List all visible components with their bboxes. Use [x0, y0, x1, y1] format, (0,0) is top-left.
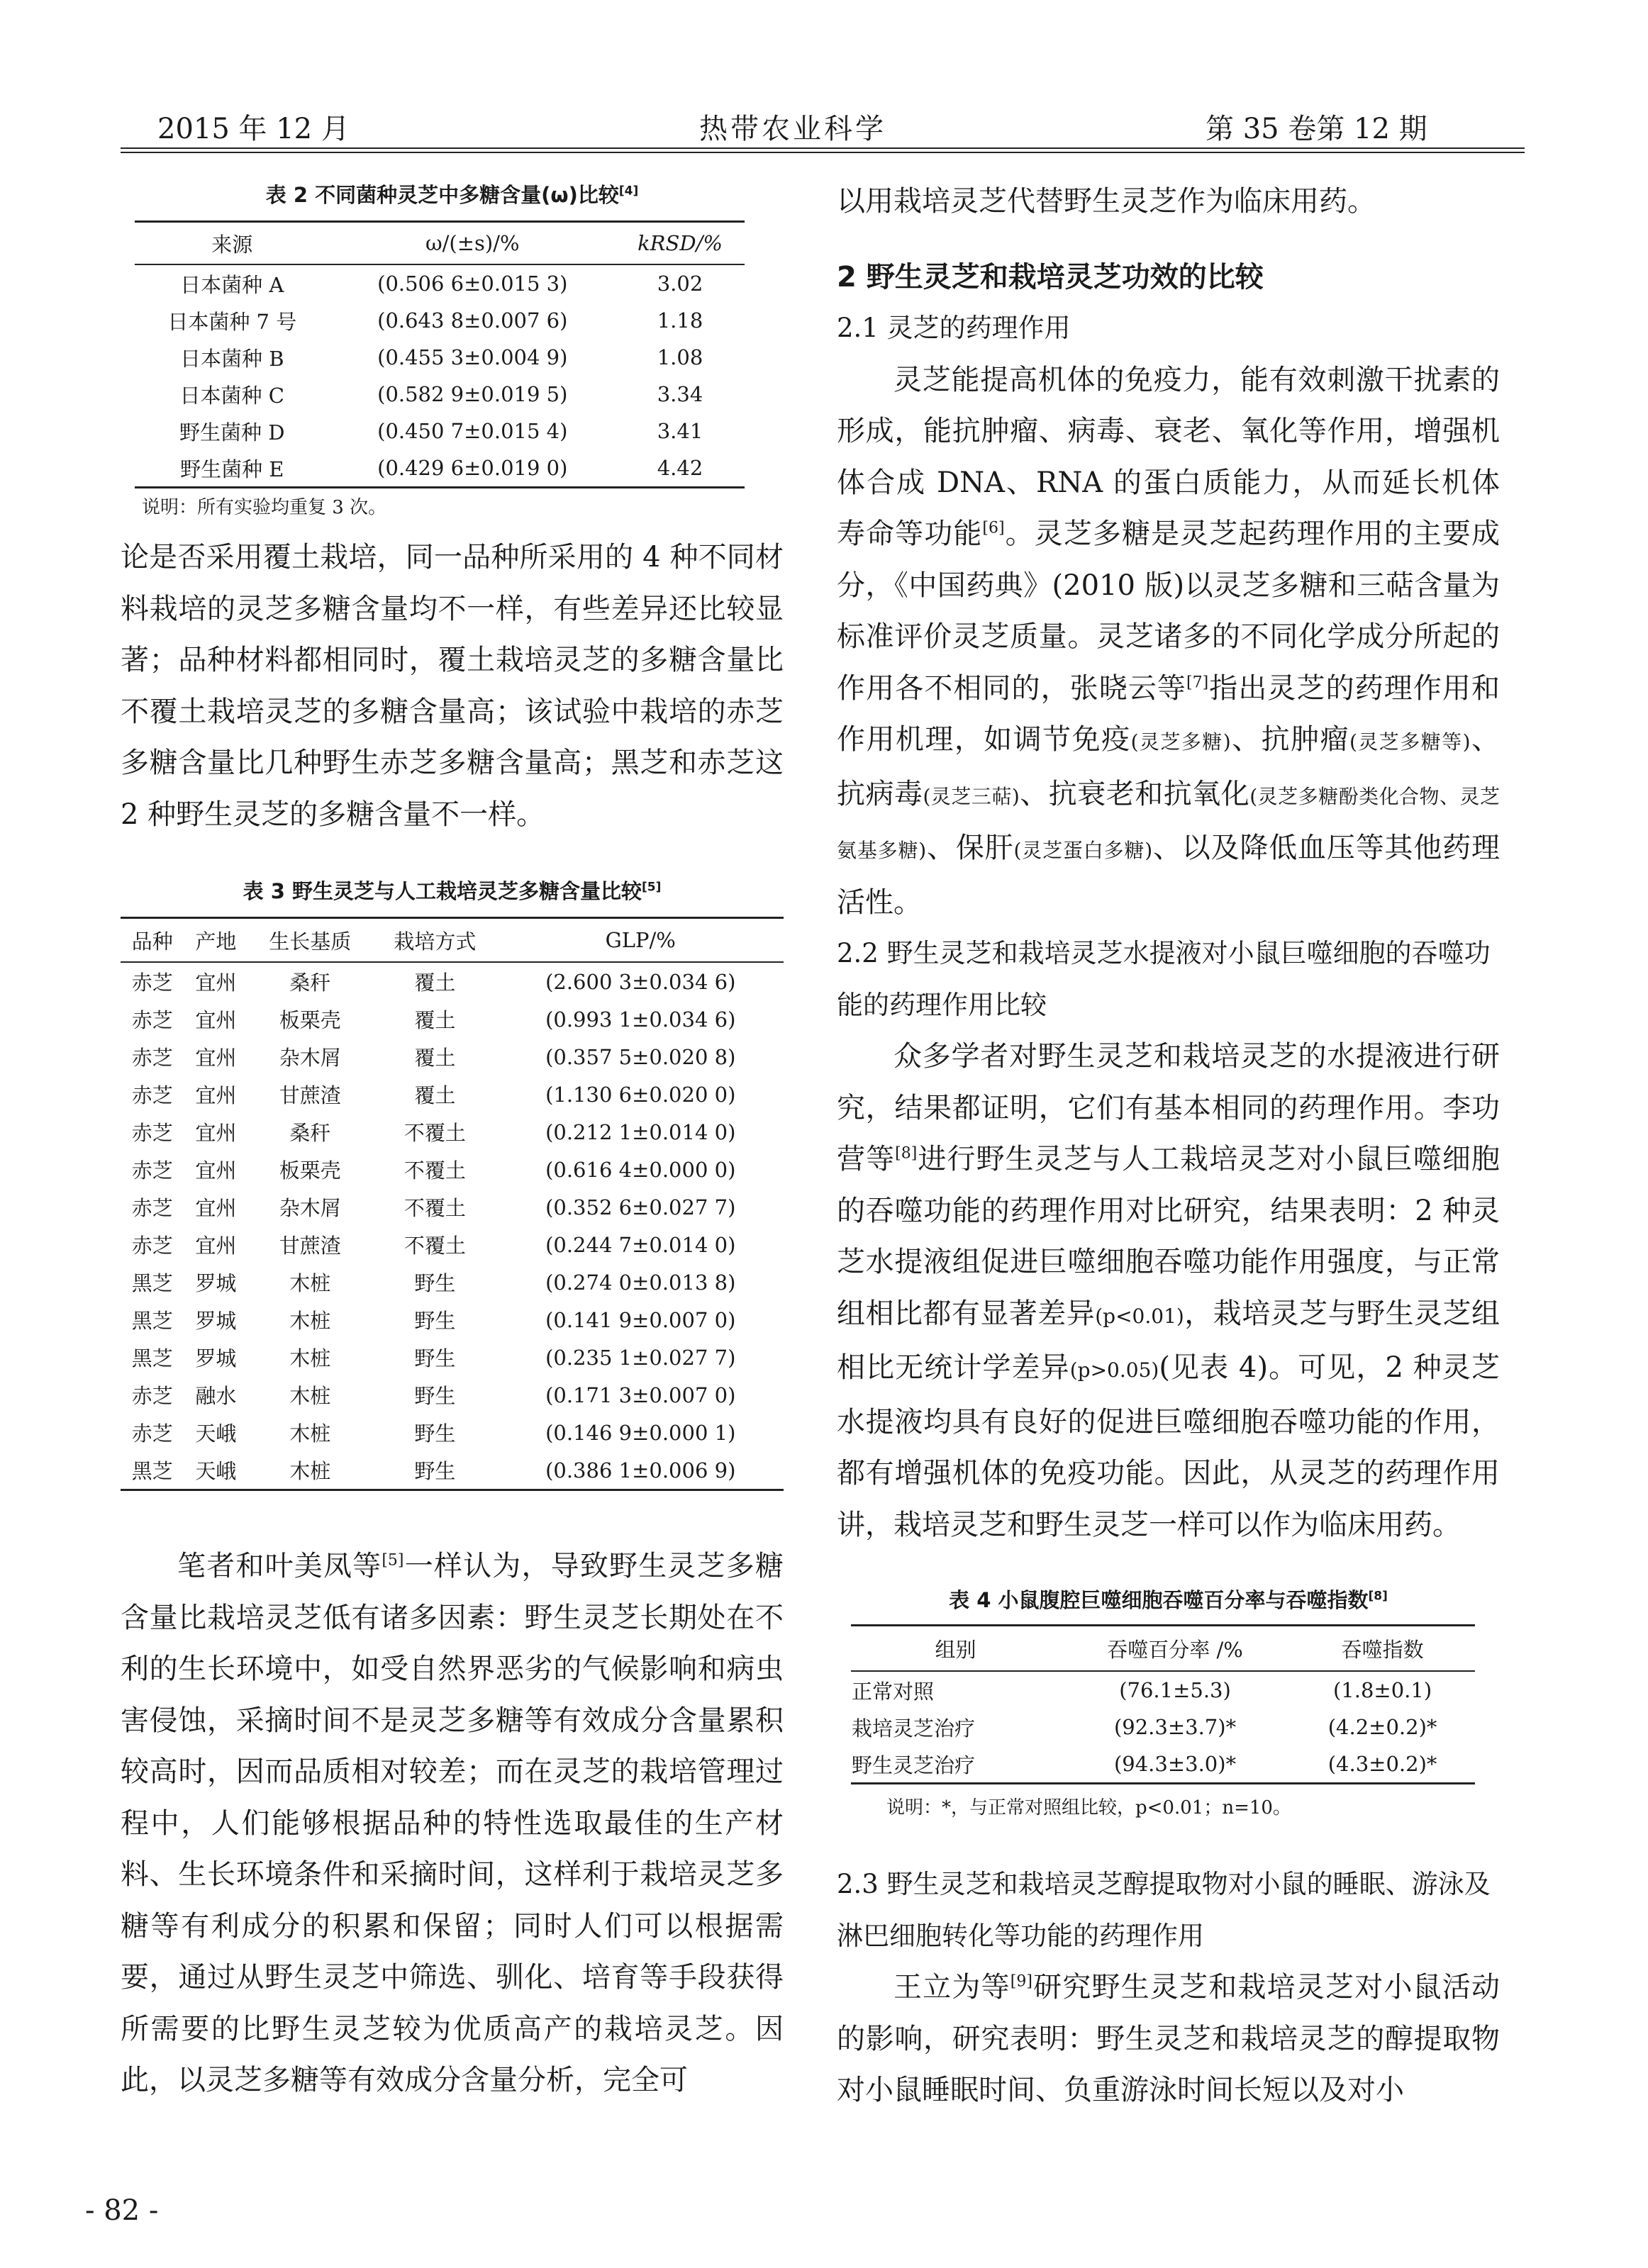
- table-cell: (4.3±0.2)*: [1327, 1752, 1437, 1776]
- table-2-note: 说明：所有实验均重复 3 次。: [142, 497, 387, 518]
- table-cell: 日本菌种 A: [180, 272, 284, 297]
- table-cell: (0.141 9±0.007 0): [545, 1307, 736, 1332]
- table-row: [121, 1301, 784, 1339]
- table-header-row: [121, 918, 784, 963]
- table-4-title: 表 4 小鼠腹腔巨噬细胞吞噬百分率与吞噬指数[8]: [949, 1588, 1388, 1612]
- table-cell: 罗城: [195, 1271, 237, 1295]
- table-cell: 野生灵芝治疗: [852, 1753, 976, 1777]
- right-top-line: 以用栽培灵芝代替野生灵芝作为临床用药。: [837, 185, 1376, 218]
- table-2-header-cell: ω/(±s)/%: [425, 231, 520, 255]
- table-cell: 赤芝: [131, 1083, 173, 1107]
- header-journal: 热带农业科学: [699, 113, 886, 145]
- table-cell: 1.18: [657, 308, 703, 333]
- table-cell: 天峨: [195, 1459, 237, 1483]
- table-row: [135, 413, 745, 449]
- table-row: [135, 449, 745, 488]
- table-cell: (0.171 3±0.007 0): [545, 1382, 736, 1407]
- table-cell: 不覆土: [403, 1234, 466, 1258]
- table-cell: 日本菌种 C: [179, 383, 284, 408]
- page-number: - 82 -: [85, 2194, 159, 2227]
- table-row: [121, 1113, 784, 1151]
- table-row: [135, 339, 745, 376]
- table-header-row: [851, 1626, 1475, 1672]
- table-cell: (0.274 0±0.013 8): [545, 1270, 736, 1295]
- table-cell: 木桩: [289, 1459, 331, 1483]
- table-cell: 宜州: [195, 1234, 237, 1258]
- table-cell: 赤芝: [131, 1046, 173, 1070]
- table-cell: 野生: [414, 1271, 456, 1295]
- table-cell: (0.429 6±0.019 0): [377, 456, 568, 480]
- header-date: 2015 年 12 月: [157, 113, 350, 145]
- table-cell: 赤芝: [131, 1158, 173, 1183]
- table-cell: 赤芝: [131, 1234, 173, 1258]
- table-cell: 木桩: [289, 1271, 331, 1295]
- table-4-grid: [851, 1624, 1475, 1784]
- table-cell: (0.146 9±0.000 1): [545, 1420, 736, 1445]
- table-cell: 4.42: [657, 456, 703, 480]
- section-2-1-heading: 2.1 灵芝的药理作用: [837, 313, 1071, 343]
- table-2-grid: [135, 220, 745, 488]
- table-3: [121, 877, 784, 1491]
- table-cell: (1.130 6±0.020 0): [545, 1082, 736, 1107]
- table-cell: (0.993 1±0.034 6): [545, 1007, 736, 1032]
- table-row: [851, 1745, 1475, 1784]
- table-cell: (1.8±0.1): [1332, 1678, 1432, 1702]
- table-cell: 野生菌种 E: [180, 457, 284, 481]
- left-paragraph-2: 笔者和叶美凤等[5]一样认为，导致野生灵芝多糖含量比栽培灵芝低有诸多因素：野生灵芝长期处在不利的生长环境中，如受自然界恶劣的气候影响和病虫害侵蚀，采摘时间不是灵芝多糖等有效成分含量累积较高时，因而品质相对较差；而在灵芝的栽培管理过程中，人们能够根据品种的特性选取最佳的生产材料、生长环境条件和采摘时间，这样利于栽培灵芝多糖等有利成分的积累和保留；同时人们可以根据需要，通过从野生灵芝中筛选、驯化、培育等手段获得所需要的比野生灵芝较为优质高产的栽培灵芝。因此，以灵芝多糖等有效成分含量分析，完全可: [121, 1550, 784, 2096]
- table-row: [121, 1376, 784, 1414]
- table-cell: 宜州: [195, 1046, 237, 1070]
- table-cell: 天峨: [195, 1421, 237, 1446]
- header-rule: [121, 147, 1525, 149]
- table-cell: (76.1±5.3): [1119, 1678, 1231, 1702]
- table-4: [837, 1586, 1500, 1819]
- table-cell: (0.352 6±0.027 7): [545, 1195, 736, 1219]
- table-cell: 野生: [414, 1309, 456, 1333]
- left-column: [121, 181, 784, 2106]
- table-cell: 宜州: [195, 1196, 237, 1220]
- table-row: [121, 1000, 784, 1038]
- table-row: [121, 1226, 784, 1263]
- table-cell: 野生: [414, 1459, 456, 1483]
- table-cell: 3.34: [657, 382, 703, 406]
- table-cell: 桑秆: [289, 971, 331, 995]
- table-cell: 黑芝: [131, 1271, 173, 1295]
- table-2-header-cell: kRSD/%: [638, 231, 723, 255]
- table-4-note: 说明：*，与正常对照组比较，p<0.01；n=10。: [886, 1797, 1291, 1819]
- table-cell: 赤芝: [131, 1384, 173, 1408]
- table-cell: (0.582 9±0.019 5): [377, 382, 568, 406]
- table-2-header-cell: 来源: [211, 232, 253, 257]
- table-3-header-cell: 产地: [195, 929, 237, 954]
- table-cell: (0.244 7±0.014 0): [545, 1232, 736, 1257]
- table-cell: (0.235 1±0.027 7): [545, 1345, 736, 1370]
- table-4-header-cell: 组别: [935, 1637, 976, 1662]
- table-cell: (0.357 5±0.020 8): [545, 1044, 736, 1069]
- table-4-header-cell: 吞噬指数: [1341, 1637, 1424, 1662]
- table-row: [121, 1188, 784, 1226]
- table-cell: 宜州: [195, 971, 237, 995]
- table-cell: 赤芝: [131, 1008, 173, 1032]
- table-cell: 赤芝: [131, 1196, 173, 1220]
- table-cell: 覆土: [414, 1046, 456, 1070]
- table-3-title: 表 3 野生灵芝与人工栽培灵芝多糖含量比较[5]: [243, 879, 662, 903]
- paragraph-2-3: 王立为等[9]研究野生灵芝和栽培灵芝对小鼠活动的影响，研究表明：野生灵芝和栽培灵芝的醇提取物对小鼠睡眠时间、负重游泳时间长短以及对小: [837, 1971, 1500, 2106]
- table-cell: (0.450 7±0.015 4): [377, 419, 568, 443]
- table-row: [121, 1339, 784, 1376]
- table-cell: 木桩: [289, 1309, 331, 1333]
- header-rule-2: [121, 152, 1525, 153]
- right-column: [837, 181, 1500, 2116]
- section-2-3-heading: 2.3 野生灵芝和栽培灵芝醇提取物对小鼠的睡眠、游泳及淋巴细胞转化等功能的药理作用: [837, 1869, 1491, 1951]
- paragraph-2-2: 众多学者对野生灵芝和栽培灵芝的水提液进行研究，结果都证明，它们有基本相同的药理作用。李功营等[8]进行野生灵芝与人工栽培灵芝对小鼠巨噬细胞的吞噬功能的药理作用对比研究，结果表明：2 种灵芝水提液组促进巨噬细胞吞噬功能作用强度，与正常组相比都有显著差异(p<0.01)，栽培灵芝与野生灵芝组相比无统计学差异(p>0.05)(见表 4)。可见，2 种灵芝水提液均具有良好的促进巨噬细胞吞噬功能的作用，都有增强机体的免疫功能。因此，从灵芝的药理作用讲，栽培灵芝和野生灵芝一样可以作为临床用药。: [837, 1040, 1501, 1541]
- section-2-heading: 2 野生灵芝和栽培灵芝功效的比较: [837, 260, 1264, 294]
- table-row: [121, 1263, 784, 1301]
- table-cell: 板栗壳: [279, 1158, 341, 1183]
- table-cell: (0.386 1±0.006 9): [545, 1458, 736, 1482]
- table-cell: 赤芝: [131, 1121, 173, 1145]
- table-cell: 日本菌种 7 号: [167, 309, 297, 334]
- table-cell: 桑秆: [289, 1121, 331, 1145]
- table-cell: (4.2±0.2)*: [1327, 1715, 1437, 1739]
- table-2-title: 表 2 不同菌种灵芝中多糖含量(ω)比较[4]: [265, 183, 639, 207]
- table-cell: (2.600 3±0.034 6): [545, 969, 736, 994]
- table-cell: (0.643 8±0.007 6): [377, 308, 568, 333]
- table-cell: (94.3±3.0)*: [1113, 1752, 1237, 1776]
- table-cell: 黑芝: [131, 1346, 173, 1370]
- table-cell: 3.02: [657, 272, 703, 296]
- table-row: [121, 1414, 784, 1451]
- table-cell: 宜州: [195, 1121, 237, 1145]
- table-cell: 黑芝: [131, 1459, 173, 1483]
- table-cell: 栽培灵芝治疗: [852, 1716, 976, 1741]
- table-row: [851, 1671, 1475, 1709]
- table-3-header-cell: GLP/%: [605, 928, 676, 952]
- table-cell: 甘蔗渣: [279, 1083, 341, 1107]
- table-cell: 融水: [195, 1384, 237, 1408]
- table-row: [121, 1451, 784, 1490]
- table-4-header-cell: 吞噬百分率 /%: [1107, 1637, 1243, 1662]
- table-cell: 甘蔗渣: [279, 1234, 341, 1258]
- table-3-header-cell: 生长基质: [269, 929, 352, 954]
- table-row: [851, 1709, 1475, 1745]
- table-cell: 不覆土: [403, 1121, 466, 1145]
- table-3-grid: [121, 917, 784, 1491]
- table-row: [121, 1038, 784, 1076]
- table-row: [135, 302, 745, 339]
- table-3-header-cell: 品种: [131, 929, 173, 954]
- table-cell: (0.455 3±0.004 9): [377, 345, 568, 369]
- table-2: [121, 181, 784, 519]
- table-cell: 不覆土: [403, 1158, 466, 1183]
- table-cell: 3.41: [657, 419, 703, 443]
- table-cell: (0.506 6±0.015 3): [377, 272, 568, 296]
- table-cell: 宜州: [195, 1008, 237, 1032]
- table-row: [135, 376, 745, 413]
- table-row: [121, 1076, 784, 1113]
- table-row: [121, 962, 784, 1000]
- table-cell: 宜州: [195, 1083, 237, 1107]
- table-cell: (0.212 1±0.014 0): [545, 1119, 736, 1144]
- table-cell: 覆土: [414, 1008, 456, 1032]
- table-cell: 赤芝: [131, 1421, 173, 1446]
- table-cell: 杂木屑: [279, 1196, 341, 1220]
- table-cell: 野生: [414, 1421, 456, 1446]
- table-cell: 木桩: [289, 1346, 331, 1370]
- table-cell: 野生菌种 D: [179, 420, 285, 445]
- section-2-2-heading: 2.2 野生灵芝和栽培灵芝水提液对小鼠巨噬细胞的吞噬功能的药理作用比较: [837, 938, 1491, 1020]
- table-cell: (0.616 4±0.000 0): [545, 1157, 736, 1182]
- table-cell: 板栗壳: [279, 1008, 341, 1032]
- table-cell: 罗城: [195, 1346, 237, 1370]
- table-row: [135, 264, 745, 302]
- table-cell: (92.3±3.7)*: [1113, 1715, 1237, 1739]
- table-cell: 赤芝: [131, 971, 173, 995]
- table-cell: 日本菌种 B: [179, 346, 284, 371]
- table-cell: 不覆土: [403, 1196, 466, 1220]
- table-3-header-cell: 栽培方式: [394, 929, 477, 954]
- table-cell: 宜州: [195, 1158, 237, 1183]
- table-cell: 1.08: [657, 345, 703, 369]
- table-cell: 罗城: [195, 1309, 237, 1333]
- header-issue: 第 35 卷第 12 期: [1206, 113, 1427, 145]
- table-cell: 黑芝: [131, 1309, 173, 1333]
- table-cell: 木桩: [289, 1421, 331, 1446]
- table-row: [121, 1151, 784, 1188]
- table-cell: 木桩: [289, 1384, 331, 1408]
- left-paragraph-1: 论是否采用覆土栽培，同一品种所采用的 4 种不同材料栽培的灵芝多糖含量均不一样，有些差异还比较显著；品种材料都相同时，覆土栽培灵芝的多糖含量比不覆土栽培灵芝的多糖含量高；该试验中栽培的赤芝多糖含量比几种野生赤芝多糖含量高；黑芝和赤芝这 2 种野生灵芝的多糖含量不一样。: [121, 541, 784, 831]
- table-cell: 正常对照: [852, 1679, 935, 1704]
- paragraph-2-1: 灵芝能提高机体的免疫力，能有效刺激干扰素的形成，能抗肿瘤、病毒、衰老、氧化等作用，增强机体合成 DNA、RNA 的蛋白质能力，从而延长机体寿命等功能[6]。灵芝多糖是灵芝起药理作用的主要成分，《中国药典》(2010 版)以灵芝多糖和三萜含量为标准评价灵芝质量。灵芝诸多的不同化学成分所起的作用各不相同的，张晓云等[7]指出灵芝的药理作用和作用机理，如调节免疫(灵芝多糖)、抗肿瘤(灵芝多糖等)、抗病毒(灵芝三萜)、抗衰老和抗氧化(灵芝多糖酚类化合物、灵芝氨基多糖)、保肝(灵芝蛋白多糖)、以及降低血压等其他药理活性。: [837, 363, 1501, 919]
- table-cell: 野生: [414, 1346, 456, 1370]
- table-cell: 覆土: [414, 1083, 456, 1107]
- table-cell: 覆土: [414, 971, 456, 995]
- table-cell: 野生: [414, 1384, 456, 1408]
- table-header-row: [135, 222, 745, 265]
- table-cell: 杂木屑: [279, 1046, 341, 1070]
